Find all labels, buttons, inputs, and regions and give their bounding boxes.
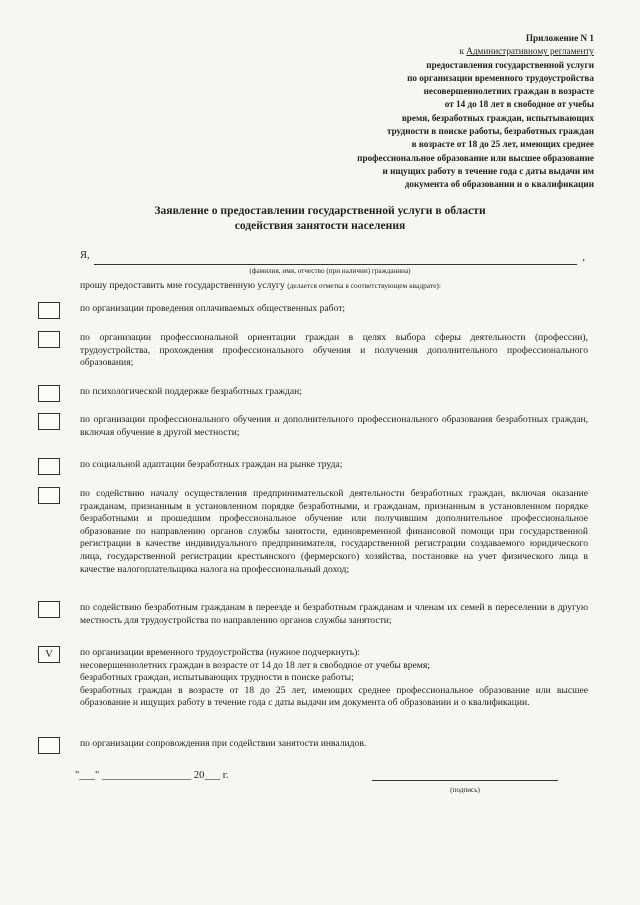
- option-checkbox-checked[interactable]: V: [38, 646, 60, 663]
- appendix-line: документа об образовании и о квалификации: [404, 179, 594, 190]
- date-field[interactable]: "___" _________________ 20___ г.: [75, 770, 229, 781]
- signature-hint: (подпись): [450, 786, 480, 794]
- option-checkbox[interactable]: [38, 385, 60, 402]
- appendix-line: предоставления государственной услуги: [426, 59, 594, 70]
- option-text-line: безработных граждан, испытывающих трудности в поиске работы;: [80, 672, 354, 684]
- option-text: по организации проведения оплачиваемых общественных работ;: [80, 303, 346, 314]
- option-text-line: по организации временного трудоустройства (нужное подчеркнуть):: [80, 647, 360, 658]
- appendix-line: в возрасте от 18 до 25 лет, имеющих среднее: [411, 139, 594, 150]
- option-checkbox[interactable]: [38, 331, 60, 348]
- option-text: по содействию началу осуществления предпринимательской деятельности безработных граждан, включая оказание гражданам, признанным в установленном порядке безработными, и гражданам, признанным в установленном порядке безработными и прошедшим профессиональное обучение или получившим дополнительное профессиональное образование по направлению органов службы занятости, единовременной финансовой помощи при государственной регистрации в качестве индивидуального предпринимателя, государственной регистрации создаваемого юридического лица, государственной регистрации крестьянского (фермерского) хозяйства, постановке на учет физического лица в качестве налогоплательщика налога на профессиональный доход;: [80, 488, 588, 575]
- appendix-line: и ищущих работу в течение года с даты выдачи им: [382, 165, 594, 176]
- appendix-header: [294, 32, 594, 192]
- regulation-link[interactable]: Административному регламенту: [466, 46, 594, 57]
- option-text: по организации профессиональной ориентации граждан в целях выбора сферы деятельности (профессии), трудоустройства, прохождения профессионального обучения и получения дополнительного профессионального образования;: [80, 332, 588, 369]
- option-text: по социальной адаптации безработных граждан на рынке труда;: [80, 459, 343, 470]
- appendix-line: по организации временного трудоустройства: [407, 72, 594, 83]
- option-checkbox[interactable]: [38, 487, 60, 504]
- appendix-line: несовершеннолетних граждан в возрасте: [423, 86, 594, 97]
- applicant-prefix: Я,: [80, 250, 90, 261]
- applicant-name-line[interactable]: [94, 264, 577, 265]
- applicant-suffix: ,: [582, 252, 585, 263]
- option-checkbox[interactable]: [38, 601, 60, 618]
- signature-line[interactable]: [372, 780, 558, 781]
- option-checkbox[interactable]: [38, 458, 60, 475]
- document-title: [60, 204, 580, 233]
- option-checkbox[interactable]: [38, 737, 60, 754]
- request-text: прошу предоставить мне государственную услугу: [80, 280, 285, 291]
- applicant-name-hint: (фамилия, имя, отчество (при наличии) гражданина): [249, 267, 411, 275]
- request-hint: (делается отметка в соответствующем квадрате):: [287, 281, 441, 290]
- option-text-line: безработных граждан в возрасте от 18 до 25 лет, имеющих среднее профессиональное образование или высшее образование и ищущих работу в течение года с даты выдачи им документа об образовании и о квалификации.: [80, 684, 588, 709]
- appendix-line: от 14 до 18 лет в свободное от учебы: [444, 99, 594, 110]
- request-line: [80, 280, 441, 291]
- appendix-line: время, безработных граждан, испытывающих: [401, 112, 594, 123]
- option-text-line: несовершеннолетних граждан в возрасте от 14 до 18 лет в свободное от учебы время;: [80, 659, 430, 671]
- appendix-regulation-line: [294, 45, 594, 58]
- option-text: по психологической поддержке безработных граждан;: [80, 386, 302, 397]
- appendix-line: трудности в поиске работы, безработных граждан: [386, 126, 594, 137]
- option-text: по содействию безработным гражданам в переезде и безработным гражданам и членам их семей в переселении в другую местность для трудоустройства по направлению органов службы занятости;: [80, 602, 588, 626]
- option-checkbox[interactable]: [38, 413, 60, 430]
- option-text: по организации сопровождения при содействии занятости инвалидов.: [80, 738, 367, 749]
- option-text: по организации профессионального обучения и дополнительного профессионального образования безработных граждан, включая обучение в другой местности;: [80, 414, 588, 438]
- title-line-1: Заявление о предоставлении государственной услуги в области: [154, 204, 486, 217]
- appendix-prefix: к: [459, 46, 467, 57]
- option-checkbox[interactable]: [38, 302, 60, 319]
- appendix-title: Приложение N 1: [525, 33, 594, 43]
- title-line-2: содействия занятости населения: [234, 218, 406, 232]
- appendix-line: профессиональное образование или высшее образование: [357, 152, 594, 163]
- option-text: [80, 647, 588, 710]
